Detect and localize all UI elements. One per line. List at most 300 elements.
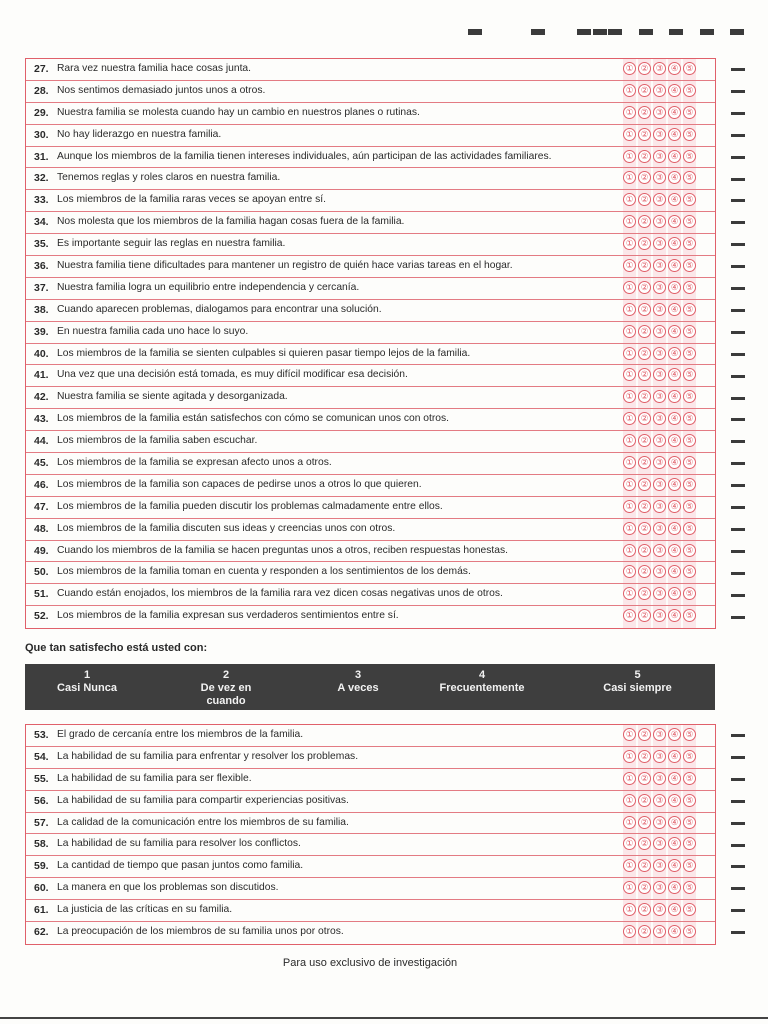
answer-bubble-2[interactable]: ②	[638, 193, 651, 206]
answer-bubble-1[interactable]: ①	[623, 390, 636, 403]
question-number: 44.	[34, 435, 49, 448]
answer-bubble-3[interactable]: ③	[653, 303, 666, 316]
answer-bubble-1[interactable]: ①	[623, 544, 636, 557]
answer-bubbles	[623, 303, 696, 316]
answer-bubble-3[interactable]: ③	[653, 903, 666, 916]
answer-bubble-1[interactable]: ①	[623, 325, 636, 338]
answer-bubble-3[interactable]: ③	[653, 859, 666, 872]
answer-bubble-4[interactable]: ④	[668, 303, 681, 316]
question-text: Nuestra familia tiene dificultades para mantener un registro de quién hace varias tareas en el hogar.	[57, 260, 513, 272]
answer-bubble-1[interactable]: ①	[623, 609, 636, 622]
answer-bubble-5[interactable]: ⑤	[683, 609, 696, 622]
section-title: Que tan satisfecho está usted con:	[25, 642, 208, 654]
answer-bubble-3[interactable]: ③	[653, 215, 666, 228]
answer-bubble-5[interactable]: ⑤	[683, 62, 696, 75]
answer-bubble-4[interactable]: ④	[668, 522, 681, 535]
answer-bubbles	[623, 193, 696, 206]
answer-bubble-4[interactable]: ④	[668, 325, 681, 338]
timing-mark	[731, 331, 745, 334]
legend-item-2	[190, 669, 262, 708]
answer-bubble-2[interactable]: ②	[638, 478, 651, 491]
answer-bubbles	[623, 522, 696, 535]
timing-mark	[639, 29, 653, 35]
answer-bubble-4[interactable]: ④	[668, 772, 681, 785]
answer-bubble-1[interactable]: ①	[623, 728, 636, 741]
question-text: Rara vez nuestra familia hace cosas junta.	[57, 63, 252, 74]
timing-mark	[593, 29, 607, 35]
answer-bubble-4[interactable]: ④	[668, 281, 681, 294]
question-row	[26, 606, 715, 628]
response-scale-legend	[25, 664, 715, 710]
legend-label: De vez en cuando	[200, 682, 252, 707]
answer-bubble-3[interactable]: ③	[653, 84, 666, 97]
question-number: 56.	[34, 794, 49, 807]
timing-mark	[731, 134, 745, 137]
answer-bubble-5[interactable]: ⑤	[683, 587, 696, 600]
answer-bubble-1[interactable]: ①	[623, 368, 636, 381]
answer-bubble-5[interactable]: ⑤	[683, 150, 696, 163]
question-number: 35.	[34, 238, 49, 251]
answer-bubble-3[interactable]: ③	[653, 816, 666, 829]
answer-bubbles	[623, 215, 696, 228]
answer-bubble-4[interactable]: ④	[668, 193, 681, 206]
answer-bubble-1[interactable]: ①	[623, 522, 636, 535]
answer-bubble-1[interactable]: ①	[623, 859, 636, 872]
answer-bubble-4[interactable]: ④	[668, 368, 681, 381]
answer-bubble-3[interactable]: ③	[653, 837, 666, 850]
answer-bubble-4[interactable]: ④	[668, 390, 681, 403]
answer-bubble-2[interactable]: ②	[638, 62, 651, 75]
legend-number: 3	[354, 669, 362, 681]
answer-bubble-3[interactable]: ③	[653, 412, 666, 425]
answer-bubble-2[interactable]: ②	[638, 587, 651, 600]
answer-bubble-4[interactable]: ④	[668, 412, 681, 425]
answer-bubble-2[interactable]: ②	[638, 412, 651, 425]
answer-bubble-1[interactable]: ①	[623, 881, 636, 894]
question-row	[26, 519, 715, 541]
question-number: 59.	[34, 860, 49, 873]
answer-bubble-4[interactable]: ④	[668, 544, 681, 557]
answer-bubble-5[interactable]: ⑤	[683, 193, 696, 206]
question-text: La habilidad de su familia para ser flexible.	[57, 772, 252, 784]
answer-bubble-1[interactable]: ①	[623, 237, 636, 250]
answer-bubble-5[interactable]: ⑤	[683, 106, 696, 119]
timing-mark	[731, 90, 745, 93]
answer-bubble-4[interactable]: ④	[668, 456, 681, 469]
answer-bubble-2[interactable]: ②	[638, 522, 651, 535]
answer-bubbles	[623, 281, 696, 294]
answer-bubble-2[interactable]: ②	[638, 106, 651, 119]
question-row	[26, 856, 715, 878]
answer-bubble-2[interactable]: ②	[638, 925, 651, 938]
answer-bubble-2[interactable]: ②	[638, 128, 651, 141]
answer-bubble-5[interactable]: ⑤	[683, 281, 696, 294]
answer-bubble-1[interactable]: ①	[623, 434, 636, 447]
timing-mark	[731, 462, 745, 465]
timing-mark	[731, 418, 745, 421]
answer-bubble-1[interactable]: ①	[623, 62, 636, 75]
answer-bubble-3[interactable]: ③	[653, 925, 666, 938]
answer-bubble-2[interactable]: ②	[638, 728, 651, 741]
timing-mark	[731, 778, 745, 781]
answer-bubble-5[interactable]: ⑤	[683, 237, 696, 250]
answer-bubble-2[interactable]: ②	[638, 816, 651, 829]
legend-number: 5	[634, 669, 641, 681]
question-text: La habilidad de su familia para compartir experiencias positivas.	[57, 794, 349, 806]
answer-bubble-3[interactable]: ③	[653, 347, 666, 360]
footer-note: Para uso exclusivo de investigación	[282, 957, 458, 969]
answer-bubble-3[interactable]: ③	[653, 565, 666, 578]
question-row	[26, 81, 715, 103]
answer-bubbles	[623, 925, 696, 938]
timing-mark	[731, 375, 745, 378]
legend-item-5	[590, 669, 685, 695]
answer-bubble-4[interactable]: ④	[668, 478, 681, 491]
timing-mark	[731, 594, 745, 597]
answer-bubble-1[interactable]: ①	[623, 215, 636, 228]
answer-bubble-3[interactable]: ③	[653, 500, 666, 513]
answer-bubble-5[interactable]: ⑤	[683, 478, 696, 491]
timing-mark	[731, 287, 745, 290]
answer-bubble-5[interactable]: ⑤	[683, 500, 696, 513]
answer-bubble-5[interactable]: ⑤	[683, 772, 696, 785]
timing-mark	[731, 309, 745, 312]
answer-bubble-4[interactable]: ④	[668, 881, 681, 894]
timing-mark	[577, 29, 591, 35]
answer-bubble-5[interactable]: ⑤	[683, 412, 696, 425]
answer-bubble-1[interactable]: ①	[623, 281, 636, 294]
answer-bubble-4[interactable]: ④	[668, 434, 681, 447]
answer-bubbles	[623, 837, 696, 850]
answer-bubbles	[623, 587, 696, 600]
timing-mark	[731, 243, 745, 246]
answer-bubble-4[interactable]: ④	[668, 347, 681, 360]
timing-mark	[731, 68, 745, 71]
question-number: 61.	[34, 904, 49, 917]
answer-bubble-4[interactable]: ④	[668, 609, 681, 622]
answer-bubble-3[interactable]: ③	[653, 434, 666, 447]
timing-mark	[731, 550, 745, 553]
timing-mark	[731, 616, 745, 619]
answer-bubble-4[interactable]: ④	[668, 128, 681, 141]
question-text: Cuando los miembros de la familia se hacen preguntas unos a otros, reciben respuestas honestas.	[57, 544, 509, 556]
answer-bubble-5[interactable]: ⑤	[683, 171, 696, 184]
answer-bubble-1[interactable]: ①	[623, 772, 636, 785]
answer-bubble-4[interactable]: ④	[668, 816, 681, 829]
answer-bubble-2[interactable]: ②	[638, 237, 651, 250]
answer-bubbles	[623, 259, 696, 272]
question-row	[26, 475, 715, 497]
timing-mark	[731, 931, 745, 934]
answer-bubbles	[623, 609, 696, 622]
answer-bubble-1[interactable]: ①	[623, 456, 636, 469]
timing-mark	[731, 734, 745, 737]
answer-bubble-2[interactable]: ②	[638, 281, 651, 294]
answer-bubble-3[interactable]: ③	[653, 390, 666, 403]
answer-bubble-5[interactable]: ⑤	[683, 434, 696, 447]
question-text: Nuestra familia se siente agitada y desorganizada.	[57, 391, 288, 403]
answer-bubble-4[interactable]: ④	[668, 750, 681, 763]
answer-bubble-1[interactable]: ①	[623, 412, 636, 425]
answer-bubble-1[interactable]: ①	[623, 150, 636, 163]
question-text: Los miembros de la familia saben escuchar.	[57, 435, 258, 447]
answer-bubble-4[interactable]: ④	[668, 859, 681, 872]
answer-bubble-2[interactable]: ②	[638, 544, 651, 557]
answer-bubble-5[interactable]: ⑤	[683, 522, 696, 535]
answer-bubble-2[interactable]: ②	[638, 837, 651, 850]
answer-bubble-3[interactable]: ③	[653, 544, 666, 557]
answer-bubble-4[interactable]: ④	[668, 500, 681, 513]
legend-item-1	[47, 669, 127, 695]
question-text: Los miembros de la familia son capaces de pedirse unos a otros lo que quieren.	[57, 478, 422, 490]
timing-mark	[731, 397, 745, 400]
answer-bubble-5[interactable]: ⑤	[683, 816, 696, 829]
answer-bubble-2[interactable]: ②	[638, 500, 651, 513]
answer-bubble-1[interactable]: ①	[623, 193, 636, 206]
timing-mark	[731, 822, 745, 825]
answer-bubble-1[interactable]: ①	[623, 259, 636, 272]
answer-bubble-2[interactable]: ②	[638, 859, 651, 872]
legend-number: 1	[83, 669, 91, 681]
question-row	[26, 834, 715, 856]
answer-bubble-3[interactable]: ③	[653, 478, 666, 491]
answer-bubble-2[interactable]: ②	[638, 368, 651, 381]
answer-bubble-3[interactable]: ③	[653, 750, 666, 763]
answer-bubble-5[interactable]: ⑤	[683, 84, 696, 97]
question-row	[26, 791, 715, 813]
question-row	[26, 344, 715, 366]
timing-mark	[731, 221, 745, 224]
question-row	[26, 431, 715, 453]
question-row	[26, 256, 715, 278]
answer-bubble-1[interactable]: ①	[623, 587, 636, 600]
question-text: Una vez que una decisión está tomada, es muy difícil modificar esa decisión.	[57, 369, 408, 381]
timing-mark	[731, 484, 745, 487]
answer-bubble-5[interactable]: ⑤	[683, 750, 696, 763]
answer-bubble-4[interactable]: ④	[668, 565, 681, 578]
answer-bubbles	[623, 500, 696, 513]
answer-bubble-4[interactable]: ④	[668, 84, 681, 97]
question-row	[26, 387, 715, 409]
answer-bubble-5[interactable]: ⑤	[683, 303, 696, 316]
question-row	[26, 584, 715, 606]
answer-bubble-1[interactable]: ①	[623, 837, 636, 850]
answer-bubble-3[interactable]: ③	[653, 237, 666, 250]
answer-bubble-5[interactable]: ⑤	[683, 215, 696, 228]
answer-bubble-3[interactable]: ③	[653, 62, 666, 75]
answer-bubble-4[interactable]: ④	[668, 587, 681, 600]
question-row	[26, 125, 715, 147]
question-text: Aunque los miembros de la familia tienen intereses individuales, aún participan de las actividades familiares.	[57, 150, 552, 162]
answer-bubble-5[interactable]: ⑤	[683, 325, 696, 338]
question-text: Es importante seguir las reglas en nuestra familia.	[57, 238, 286, 250]
answer-bubble-1[interactable]: ①	[623, 347, 636, 360]
legend-label: Frecuentemente	[439, 682, 525, 694]
question-number: 28.	[34, 84, 49, 97]
answer-bubble-3[interactable]: ③	[653, 150, 666, 163]
answer-bubble-5[interactable]: ⑤	[683, 259, 696, 272]
question-number: 50.	[34, 566, 49, 579]
answer-bubble-3[interactable]: ③	[653, 794, 666, 807]
answer-bubble-2[interactable]: ②	[638, 772, 651, 785]
answer-bubble-5[interactable]: ⑤	[683, 544, 696, 557]
answer-bubble-4[interactable]: ④	[668, 106, 681, 119]
answer-bubble-3[interactable]: ③	[653, 881, 666, 894]
question-text: Nos sentimos demasiado juntos unos a otros.	[57, 84, 266, 96]
timing-mark	[731, 156, 745, 159]
answer-bubble-2[interactable]: ②	[638, 565, 651, 578]
answer-bubbles	[623, 171, 696, 184]
answer-bubble-5[interactable]: ⑤	[683, 859, 696, 872]
answer-bubble-5[interactable]: ⑤	[683, 347, 696, 360]
answer-bubble-3[interactable]: ③	[653, 772, 666, 785]
question-row	[26, 59, 715, 81]
answer-bubble-5[interactable]: ⑤	[683, 390, 696, 403]
question-row	[26, 813, 715, 835]
answer-bubble-3[interactable]: ③	[653, 609, 666, 622]
timing-mark	[731, 572, 745, 575]
timing-mark	[608, 29, 622, 35]
answer-bubble-2[interactable]: ②	[638, 794, 651, 807]
answer-bubble-4[interactable]: ④	[668, 903, 681, 916]
answer-bubble-5[interactable]: ⑤	[683, 456, 696, 469]
answer-bubble-3[interactable]: ③	[653, 456, 666, 469]
answer-bubble-1[interactable]: ①	[623, 171, 636, 184]
answer-bubble-5[interactable]: ⑤	[683, 794, 696, 807]
answer-bubble-3[interactable]: ③	[653, 106, 666, 119]
question-text: La habilidad de su familia para resolver los conflictos.	[57, 838, 301, 850]
answer-bubble-5[interactable]: ⑤	[683, 925, 696, 938]
question-text: Los miembros de la familia están satisfechos con cómo se comunican unos con otros.	[57, 413, 450, 425]
answer-bubble-1[interactable]: ①	[623, 500, 636, 513]
answer-bubble-5[interactable]: ⑤	[683, 728, 696, 741]
answer-bubble-2[interactable]: ②	[638, 750, 651, 763]
answer-bubble-4[interactable]: ④	[668, 171, 681, 184]
answer-bubble-4[interactable]: ④	[668, 728, 681, 741]
timing-mark	[731, 756, 745, 759]
answer-bubble-5[interactable]: ⑤	[683, 837, 696, 850]
question-row	[26, 541, 715, 563]
answer-bubble-1[interactable]: ①	[623, 794, 636, 807]
answer-bubble-4[interactable]: ④	[668, 837, 681, 850]
question-number: 43.	[34, 413, 49, 426]
question-text: La calidad de la comunicación entre los miembros de su familia.	[57, 816, 349, 828]
answer-bubble-1[interactable]: ①	[623, 816, 636, 829]
answer-bubble-5[interactable]: ⑤	[683, 881, 696, 894]
answer-bubble-1[interactable]: ①	[623, 925, 636, 938]
question-number: 34.	[34, 216, 49, 229]
question-text: La preocupación de los miembros de su familia unos por otros.	[57, 926, 344, 938]
question-number: 49.	[34, 544, 49, 557]
answer-bubble-3[interactable]: ③	[653, 128, 666, 141]
answer-bubble-4[interactable]: ④	[668, 925, 681, 938]
question-row	[26, 322, 715, 344]
answer-bubble-2[interactable]: ②	[638, 171, 651, 184]
answer-bubble-2[interactable]: ②	[638, 434, 651, 447]
answer-bubbles	[623, 859, 696, 872]
question-row	[26, 147, 715, 169]
answer-bubble-1[interactable]: ①	[623, 478, 636, 491]
answer-bubble-5[interactable]: ⑤	[683, 903, 696, 916]
question-row	[26, 365, 715, 387]
answer-bubble-1[interactable]: ①	[623, 565, 636, 578]
answer-bubble-3[interactable]: ③	[653, 728, 666, 741]
answer-bubble-2[interactable]: ②	[638, 609, 651, 622]
timing-mark	[731, 440, 745, 443]
question-number: 39.	[34, 325, 49, 338]
answer-bubble-3[interactable]: ③	[653, 522, 666, 535]
question-row	[26, 190, 715, 212]
answer-bubble-3[interactable]: ③	[653, 193, 666, 206]
question-row	[26, 103, 715, 125]
answer-bubble-2[interactable]: ②	[638, 84, 651, 97]
answer-bubble-4[interactable]: ④	[668, 794, 681, 807]
answer-bubble-3[interactable]: ③	[653, 281, 666, 294]
answer-bubble-5[interactable]: ⑤	[683, 368, 696, 381]
legend-label: Casi Nunca	[57, 682, 117, 694]
question-text: Los miembros de la familia se sienten culpables si quieren pasar tiempo lejos de la familia.	[57, 347, 471, 359]
question-number: 46.	[34, 478, 49, 491]
answer-bubble-2[interactable]: ②	[638, 347, 651, 360]
answer-bubble-4[interactable]: ④	[668, 215, 681, 228]
timing-mark	[731, 506, 745, 509]
answer-bubble-4[interactable]: ④	[668, 237, 681, 250]
answer-bubble-1[interactable]: ①	[623, 750, 636, 763]
answer-bubble-3[interactable]: ③	[653, 171, 666, 184]
answer-bubble-2[interactable]: ②	[638, 390, 651, 403]
question-row	[26, 562, 715, 584]
answer-bubble-2[interactable]: ②	[638, 903, 651, 916]
answer-bubble-2[interactable]: ②	[638, 325, 651, 338]
answer-bubble-1[interactable]: ①	[623, 84, 636, 97]
question-text: Nuestra familia se molesta cuando hay un cambio en nuestros planes o rutinas.	[57, 106, 420, 118]
answer-bubble-2[interactable]: ②	[638, 215, 651, 228]
question-row	[26, 747, 715, 769]
legend-number: 4	[478, 669, 486, 681]
answer-bubble-1[interactable]: ①	[623, 303, 636, 316]
question-row	[26, 168, 715, 190]
answer-bubbles	[623, 325, 696, 338]
question-number: 51.	[34, 588, 49, 601]
question-text: La justicia de las críticas en su familia.	[57, 904, 233, 916]
answer-bubble-3[interactable]: ③	[653, 587, 666, 600]
answer-bubbles	[623, 728, 696, 741]
question-number: 37.	[34, 281, 49, 294]
answer-bubble-1[interactable]: ①	[623, 128, 636, 141]
answer-bubble-2[interactable]: ②	[638, 303, 651, 316]
answer-bubble-4[interactable]: ④	[668, 259, 681, 272]
question-number: 60.	[34, 882, 49, 895]
answer-bubble-5[interactable]: ⑤	[683, 565, 696, 578]
answer-bubble-2[interactable]: ②	[638, 259, 651, 272]
question-text: Nuestra familia logra un equilibrio entre independencia y cercanía.	[57, 281, 360, 293]
answer-bubble-4[interactable]: ④	[668, 62, 681, 75]
answer-bubble-1[interactable]: ①	[623, 106, 636, 119]
question-text: La manera en que los problemas son discutidos.	[57, 882, 279, 894]
answer-bubble-5[interactable]: ⑤	[683, 128, 696, 141]
answer-bubble-3[interactable]: ③	[653, 368, 666, 381]
answer-bubble-4[interactable]: ④	[668, 150, 681, 163]
question-row	[26, 900, 715, 922]
answer-bubble-1[interactable]: ①	[623, 903, 636, 916]
answer-bubble-2[interactable]: ②	[638, 881, 651, 894]
answer-bubble-2[interactable]: ②	[638, 456, 651, 469]
question-text: Los miembros de la familia discuten sus ideas y creencias unos con otros.	[57, 522, 396, 534]
answer-bubble-2[interactable]: ②	[638, 150, 651, 163]
answer-bubble-3[interactable]: ③	[653, 325, 666, 338]
answer-bubbles	[623, 478, 696, 491]
answer-bubble-3[interactable]: ③	[653, 259, 666, 272]
